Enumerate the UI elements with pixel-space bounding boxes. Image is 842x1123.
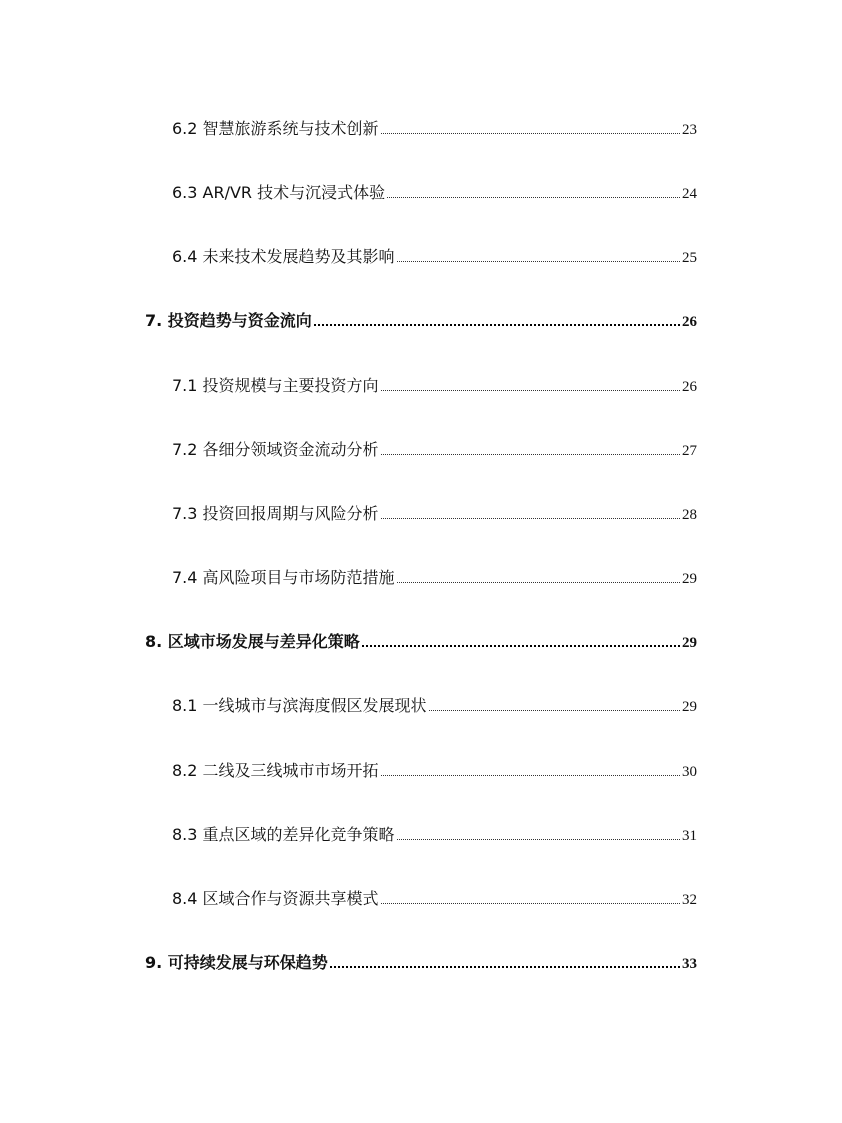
toc-entry-title: 7.2 各细分领域资金流动分析	[172, 440, 379, 459]
toc-page-number: 26	[682, 314, 697, 330]
toc-entry-6-4[interactable]	[172, 247, 697, 268]
dot-leader	[381, 454, 680, 455]
toc-entry-title: 6.2 智慧旅游系统与技术创新	[172, 119, 379, 138]
toc-entry-7-4[interactable]	[172, 568, 697, 589]
toc-page-number: 32	[682, 892, 697, 908]
toc-entry-title: 8.4 区域合作与资源共享模式	[172, 889, 379, 908]
toc-entry-title: 6.4 未来技术发展趋势及其影响	[172, 247, 395, 266]
toc-entry-title: 9. 可持续发展与环保趋势	[145, 953, 328, 972]
toc-entry-8[interactable]	[145, 632, 697, 653]
dot-leader	[397, 261, 680, 262]
toc-page-number: 25	[682, 250, 697, 266]
dot-leader	[397, 582, 680, 583]
dot-leader	[397, 839, 680, 840]
toc-page-number: 31	[682, 828, 697, 844]
toc-entry-title: 8. 区域市场发展与差异化策略	[145, 632, 360, 651]
dot-leader	[381, 903, 680, 904]
toc-entry-title: 8.1 一线城市与滨海度假区发展现状	[172, 696, 427, 715]
dot-leader	[330, 966, 680, 968]
toc-entry-9[interactable]	[145, 953, 697, 974]
dot-leader	[387, 197, 680, 198]
toc-entry-title: 8.3 重点区域的差异化竞争策略	[172, 825, 395, 844]
dot-leader	[381, 390, 680, 391]
toc-entry-8-2[interactable]	[172, 761, 697, 782]
toc-entry-title: 7.1 投资规模与主要投资方向	[172, 376, 379, 395]
toc-page-number: 23	[682, 122, 697, 138]
toc-entry-title: 6.3 AR/VR 技术与沉浸式体验	[172, 183, 386, 202]
toc-page-number: 29	[682, 635, 697, 651]
dot-leader	[381, 133, 680, 134]
toc-entry-7-1[interactable]	[172, 376, 697, 397]
toc-page-number: 24	[682, 186, 697, 202]
dot-leader	[381, 775, 680, 776]
toc-page-number: 33	[682, 956, 697, 972]
toc-entry-8-1[interactable]	[172, 696, 697, 717]
toc-entry-title: 7.3 投资回报周期与风险分析	[172, 504, 379, 523]
toc-entry-6-2[interactable]	[172, 119, 697, 140]
toc-entry-7-3[interactable]	[172, 504, 697, 525]
toc-entry-6-3[interactable]	[172, 183, 697, 204]
dot-leader	[314, 324, 680, 326]
dot-leader	[362, 645, 680, 647]
toc-entry-8-4[interactable]	[172, 889, 697, 910]
dot-leader	[429, 710, 680, 711]
dot-leader	[381, 518, 680, 519]
toc-page-number: 30	[682, 764, 697, 780]
toc-entry-title: 7. 投资趋势与资金流向	[145, 311, 312, 330]
toc-page-number: 27	[682, 443, 697, 459]
toc-entry-7[interactable]	[145, 311, 697, 332]
toc-page-number: 29	[682, 699, 697, 715]
toc-entry-title: 8.2 二线及三线城市市场开拓	[172, 761, 379, 780]
toc-page-number: 28	[682, 507, 697, 523]
toc-entry-7-2[interactable]	[172, 440, 697, 461]
toc-page-number: 29	[682, 571, 697, 587]
toc-entry-8-3[interactable]	[172, 825, 697, 846]
toc-page-number: 26	[682, 379, 697, 395]
toc-entry-title: 7.4 高风险项目与市场防范措施	[172, 568, 395, 587]
